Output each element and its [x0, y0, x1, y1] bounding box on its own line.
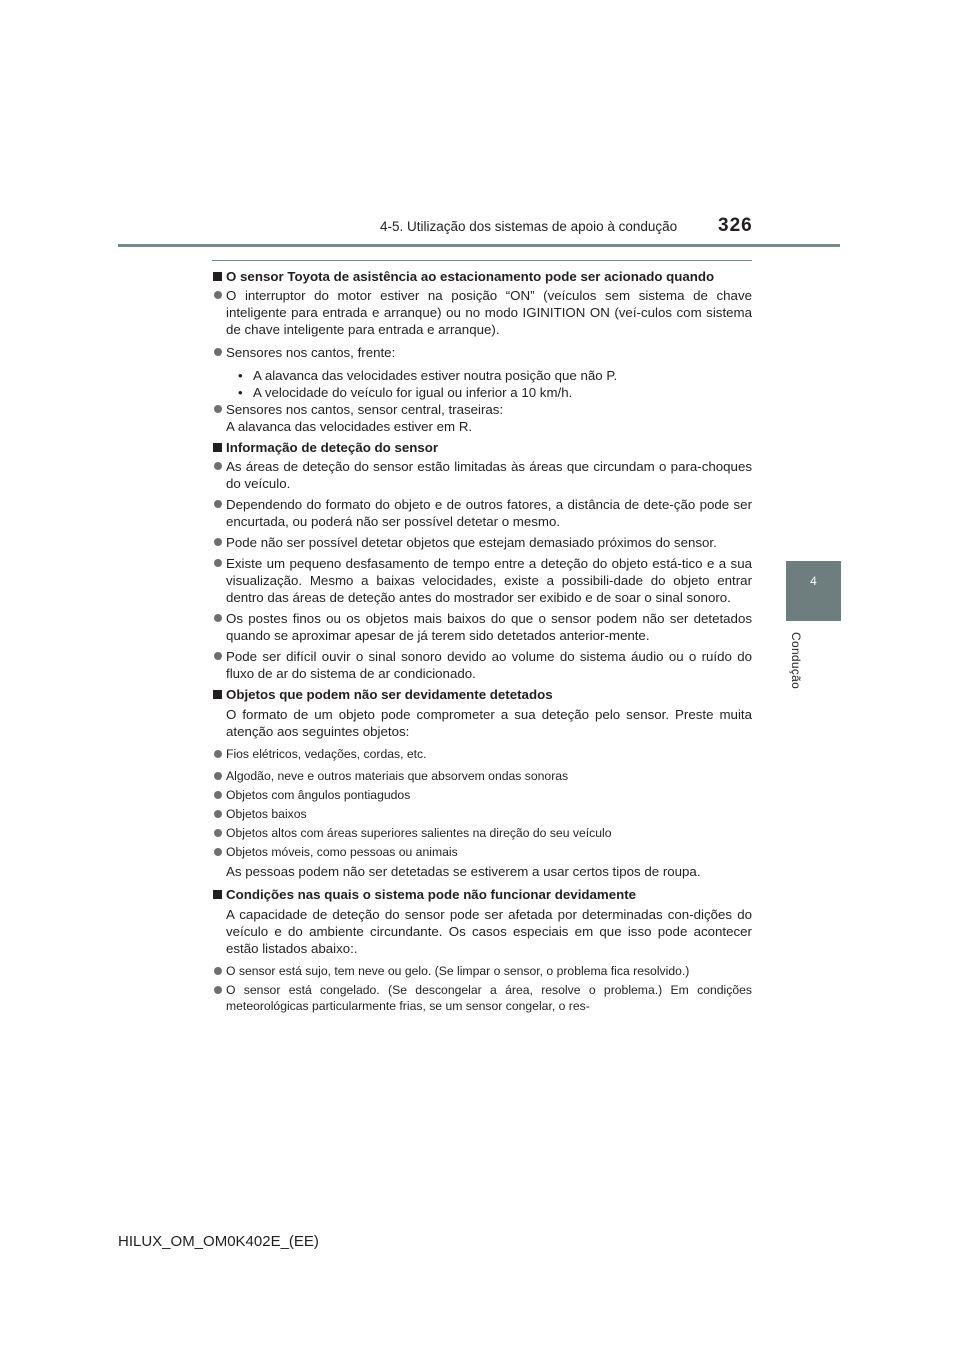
bullet-item: Pode não ser possível detetar objetos que estejam demasiado próximos do sensor.: [212, 534, 752, 551]
bullet-continuation: A alavanca das velocidades estiver em R.: [226, 419, 473, 434]
chapter-label: Condução: [789, 632, 803, 690]
bullet-item: Os postes finos ou os objetos mais baixos do que o sensor podem não ser detetados quando se aproximar apesar de já terem sido detetados anterior-mente.: [212, 610, 752, 644]
bullet-item: Objetos móveis, como pessoas ou animais: [212, 844, 752, 860]
section-heading: O sensor Toyota de asistência ao estacionamento pode ser acionado quando: [212, 268, 752, 285]
bullet-item: Algodão, neve e outros materiais que absorvem ondas sonoras: [212, 768, 752, 784]
header-rule: [118, 244, 840, 247]
bullet-item: Objetos baixos: [212, 806, 752, 822]
header-section-title: 4-5. Utilização dos sistemas de apoio à condução: [380, 219, 678, 234]
bullet-item: Dependendo do formato do objeto e de outros fatores, a distância de dete-ção pode ser encurtada, ou poderá não ser possível detetar o mesmo.: [212, 496, 752, 530]
bullet-item: O interruptor do motor estiver na posição “ON” (veículos sem sistema de chave inteligente para entrada e arranque) ou no modo IGINITION ON (veí-culos com sistema de chave inteligente para entrada e arranque).: [212, 287, 752, 338]
bullet-item: Sensores nos cantos, frente:: [212, 344, 752, 361]
section-intro: A capacidade de deteção do sensor pode ser afetada por determinadas con-dições do veículo e do ambiente circundante. Os casos especiais em que isso pode acontecer estão listados abaixo:.: [226, 907, 752, 956]
dash-item: • A alavanca das velocidades estiver noutra posição que não P.: [212, 367, 752, 384]
bullet-item: Objetos com ângulos pontiagudos: [212, 787, 752, 803]
section-outro: As pessoas podem não ser detetadas se estiverem a usar certos tipos de roupa.: [226, 864, 701, 879]
section-heading: Informação de deteção do sensor: [212, 439, 752, 456]
bullet-item: Existe um pequeno desfasamento de tempo entre a deteção do objeto está-tico e a sua visualização. Mesmo a baixas velocidades, existe a possibili-dade do objeto entrar dentro das áreas de deteção antes do mostrador ser exibido e de soar o sinal sonoro.: [212, 555, 752, 606]
bullet-item: Sensores nos cantos, sensor central, traseiras:: [212, 401, 752, 418]
content-top-rule: [212, 260, 752, 261]
bullet-item: Fios elétricos, vedações, cordas, etc.: [212, 746, 752, 762]
bullet-item: Pode ser difícil ouvir o sinal sonoro devido ao volume do sistema áudio ou o ruído do fluxo de ar do sistema de ar condicionado.: [212, 648, 752, 682]
section-intro: O formato de um objeto pode comprometer a sua deteção pelo sensor. Preste muita atenção aos seguintes objetos:: [226, 707, 752, 739]
chapter-tab: [786, 561, 841, 621]
section-heading: Condições nas quais o sistema pode não funcionar devidamente: [212, 886, 752, 903]
bullet-item: O sensor está congelado. (Se descongelar a área, resolve o problema.) Em condições meteorológicas particularmente frias, se um sensor congelar, o res-: [212, 982, 752, 1014]
page-number: 326: [718, 215, 753, 236]
bullet-item: As áreas de deteção do sensor estão limitadas às áreas que circundam o para-choques do veículo.: [212, 458, 752, 492]
footer-code: HILUX_OM_OM0K402E_(EE): [118, 1233, 319, 1250]
chapter-number: 4: [810, 574, 817, 588]
section-heading: Objetos que podem não ser devidamente detetados: [212, 686, 752, 703]
bullet-item: O sensor está sujo, tem neve ou gelo. (Se limpar o sensor, o problema fica resolvido.): [212, 963, 752, 979]
main-content: [212, 268, 752, 1014]
bullet-item: Objetos altos com áreas superiores salientes na direção do seu veículo: [212, 825, 752, 841]
dash-item: • A velocidade do veículo for igual ou inferior a 10 km/h.: [212, 384, 752, 401]
